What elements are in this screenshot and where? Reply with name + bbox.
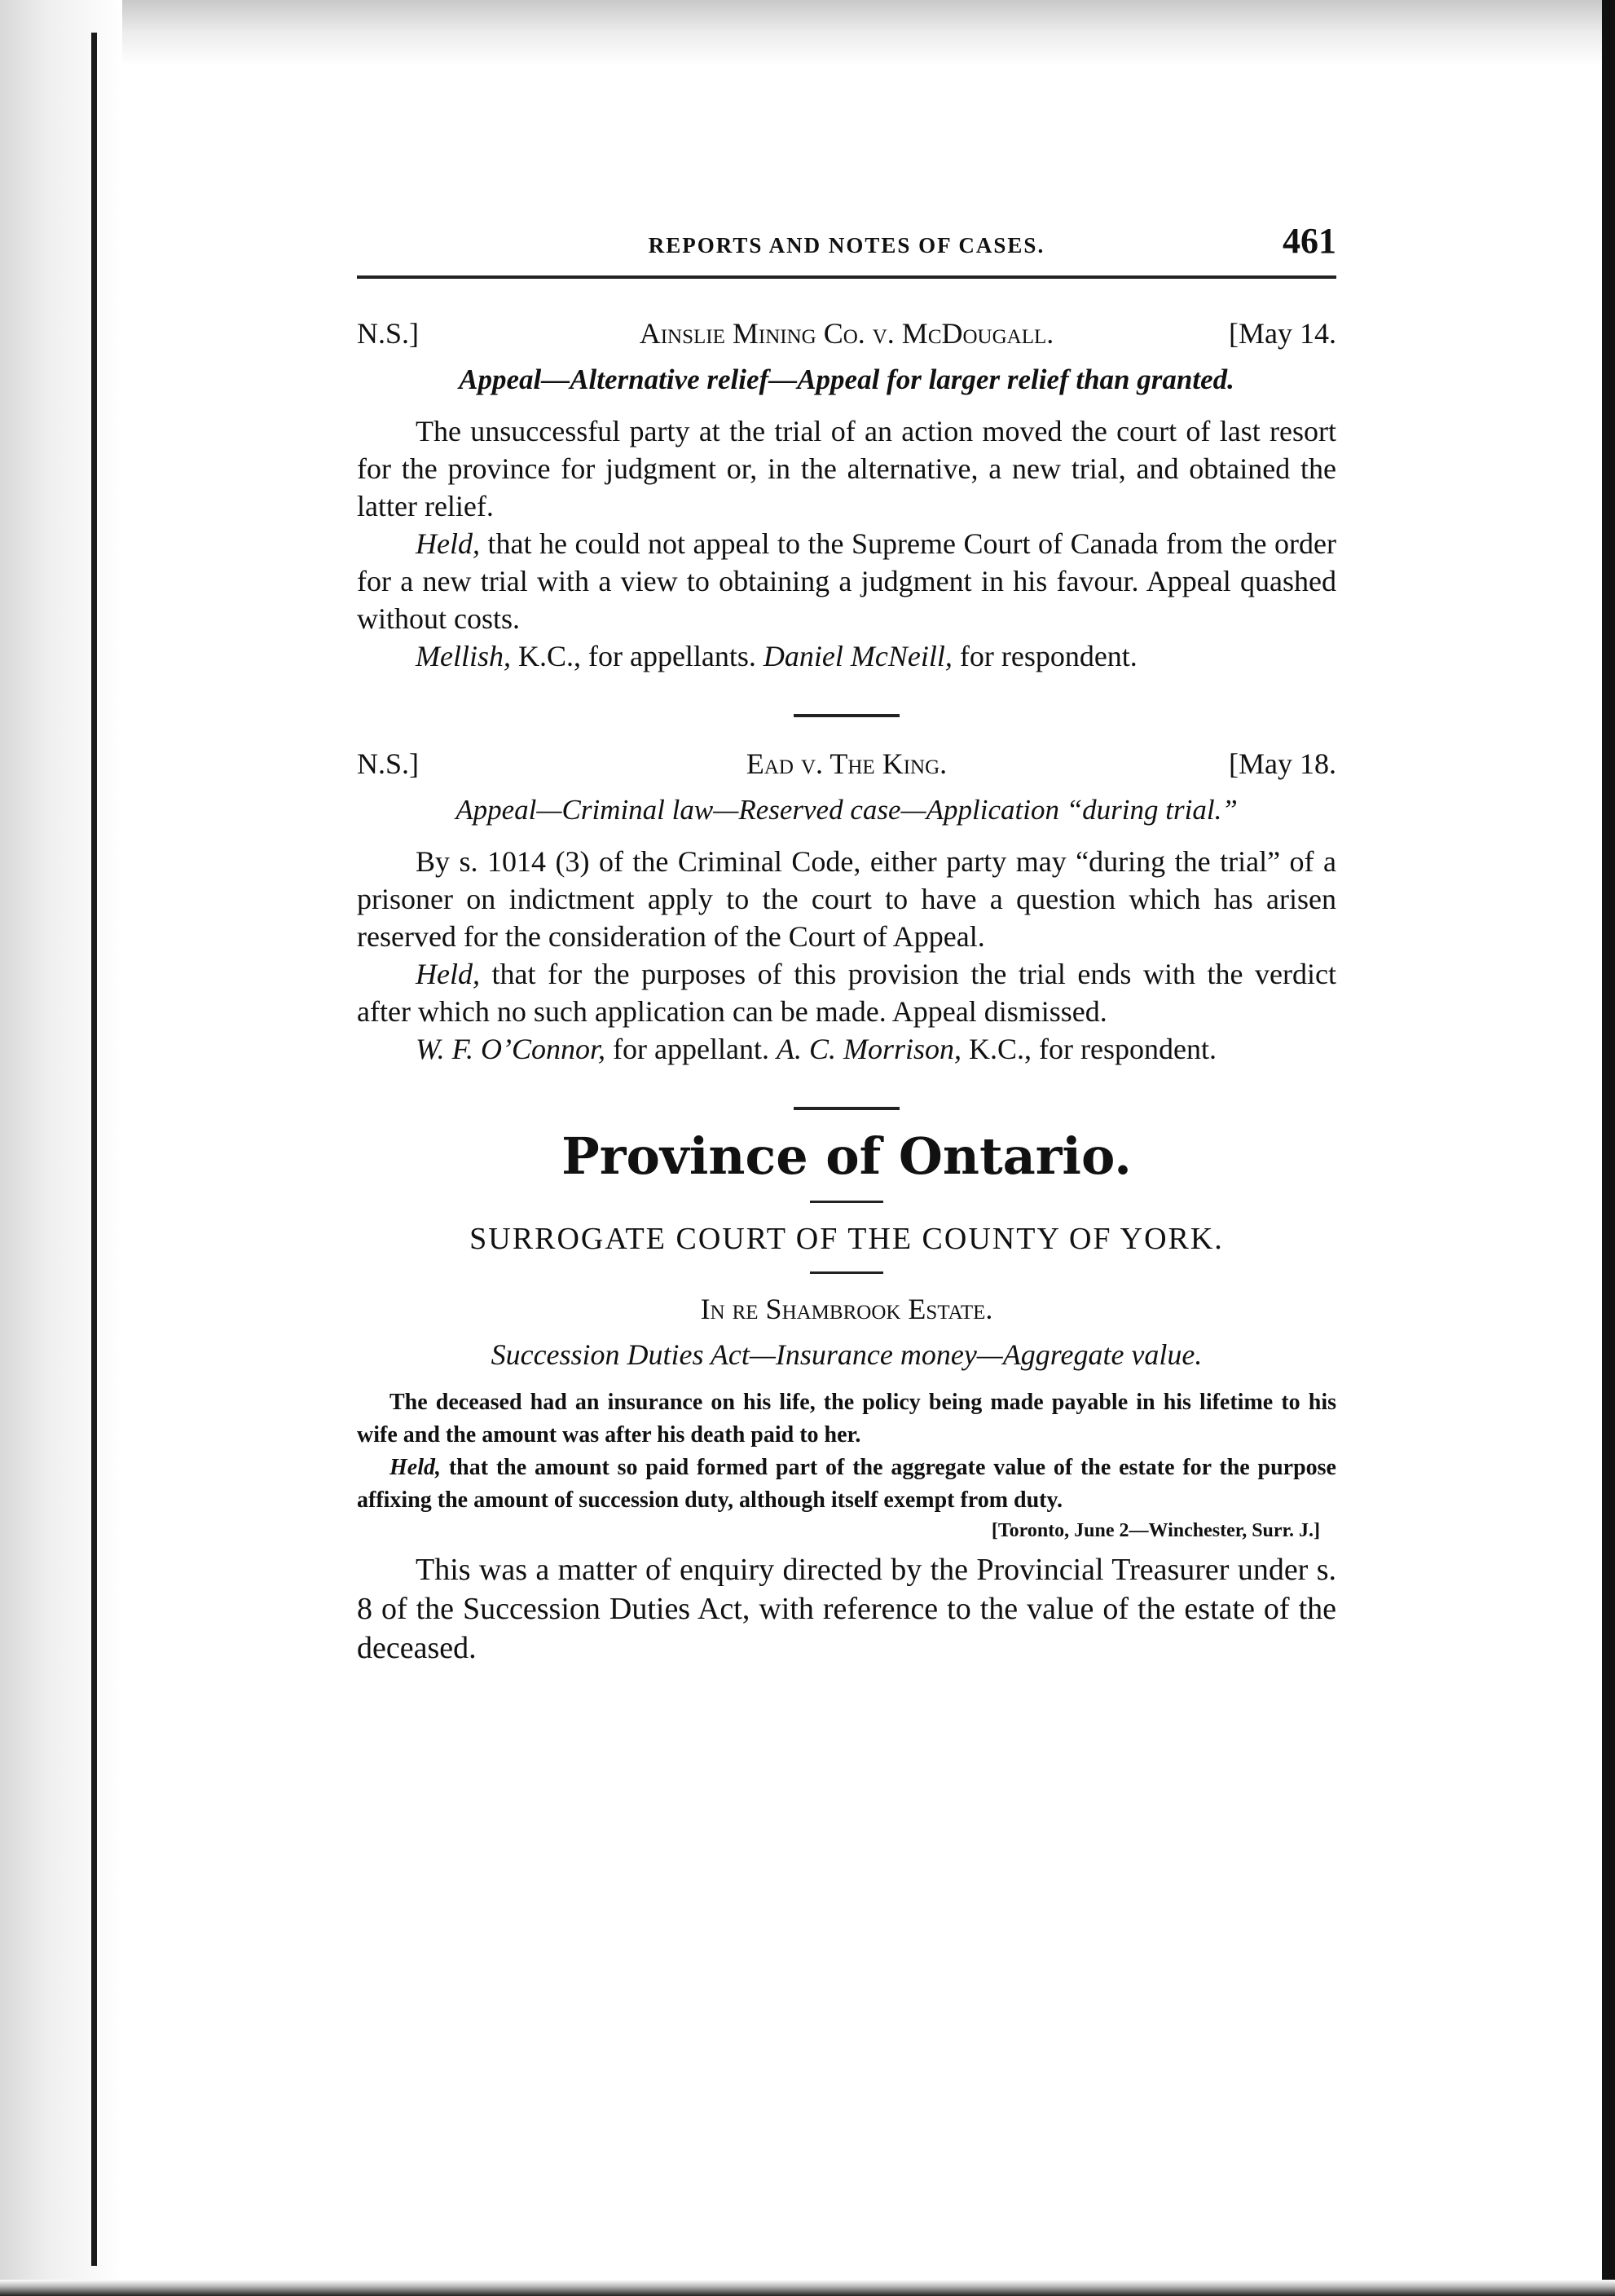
running-head xyxy=(357,218,1336,279)
scan-edge-bottom xyxy=(0,2280,1615,2296)
case-holding xyxy=(357,525,1336,637)
case-paragraph: By s. 1014 (3) of the Criminal Code, either party may “during the trial” of a prisoner on indictment apply to the court to have a question which has arisen reserved for the consideration of the Court of Appeal. xyxy=(357,845,1336,953)
headnote-paragraph: The deceased had an insurance on his life, the policy being made payable in his lifetime to his wife and the amount was after his death paid to her. xyxy=(357,1390,1336,1448)
case-subject: Appeal—Alternative relief—Appeal for larger relief than granted. xyxy=(459,364,1234,395)
counsel-name: Daniel McNeill, xyxy=(763,640,953,672)
section-divider xyxy=(794,1107,900,1110)
held-label: Held, xyxy=(389,1455,441,1480)
court-heading: SURROGATE COURT OF THE COUNTY OF YORK. xyxy=(469,1222,1224,1256)
holding-text: that for the purposes of this provision the trial ends with the verdict after which no such application can be made. Appeal dismissed. xyxy=(357,958,1336,1028)
case-subject: Succession Duties Act—Insurance money—Aggregate value. xyxy=(491,1338,1203,1371)
case-date: [May 14. xyxy=(1229,317,1336,350)
counsel-role: for respondent. xyxy=(952,640,1138,672)
running-title: REPORTS AND NOTES OF CASES. xyxy=(648,233,1045,258)
counsel-name: W. F. O’Connor, xyxy=(416,1033,606,1065)
counsel-role: K.C., for respondent. xyxy=(962,1033,1217,1065)
scan-edge-left xyxy=(0,0,122,2296)
case-title: Ainslie Mining Co. v. McDougall. xyxy=(639,317,1054,350)
case-title: In re Shambrook Estate. xyxy=(700,1293,993,1325)
case-holding xyxy=(357,955,1336,1030)
counsel-name: Mellish, xyxy=(416,640,511,672)
section-divider xyxy=(810,1201,883,1203)
section-divider xyxy=(794,714,900,717)
case-counsel xyxy=(357,637,1336,675)
scan-edge-top xyxy=(0,0,1615,65)
case-court: N.S.] xyxy=(357,747,420,780)
scan-edge-right xyxy=(1602,0,1615,2296)
case-heading xyxy=(357,747,1336,787)
page-number: 461 xyxy=(1283,221,1336,261)
counsel-name: A. C. Morrison, xyxy=(776,1033,962,1065)
held-label: Held, xyxy=(416,958,480,990)
case-heading xyxy=(357,316,1336,357)
held-label: Held, xyxy=(416,527,480,560)
case-citation: [Toronto, June 2—Winchester, Surr. J.] xyxy=(991,1520,1320,1541)
case-paragraph: The unsuccessful party at the trial of an action moved the court of last resort for the province for judgment or, in the alternative, a new trial, and obtained the latter relief. xyxy=(357,415,1336,522)
section-divider xyxy=(810,1271,883,1274)
case-title: Ead v. The King. xyxy=(746,747,948,780)
case-subject: Appeal—Criminal law—Reserved case—Application “during trial.” xyxy=(455,794,1238,826)
case-paragraph: This was a matter of enquiry directed by the Provincial Treasurer under s. 8 of the Succession Duties Act, with reference to the value of the estate of the deceased. xyxy=(357,1553,1336,1665)
province-heading: Province of Ontario. xyxy=(561,1126,1132,1186)
holding-text: that he could not appeal to the Supreme Court of Canada from the order for a new trial with a view to obtaining a judgment in his favour. Appeal quashed without costs. xyxy=(357,527,1336,635)
holding-text: that the amount so paid formed part of the aggregate value of the estate for the purpose affixing the amount of succession duty, although itself exempt from duty. xyxy=(357,1455,1336,1513)
counsel-role: K.C., for appellants. xyxy=(510,640,763,672)
headnote-holding xyxy=(357,1452,1336,1517)
binding-shadow xyxy=(91,33,97,2266)
page-content xyxy=(357,218,1336,1668)
case-counsel xyxy=(357,1030,1336,1068)
case-date: [May 18. xyxy=(1229,747,1336,780)
counsel-role: for appellant. xyxy=(605,1033,777,1065)
case-court: N.S.] xyxy=(357,317,420,350)
